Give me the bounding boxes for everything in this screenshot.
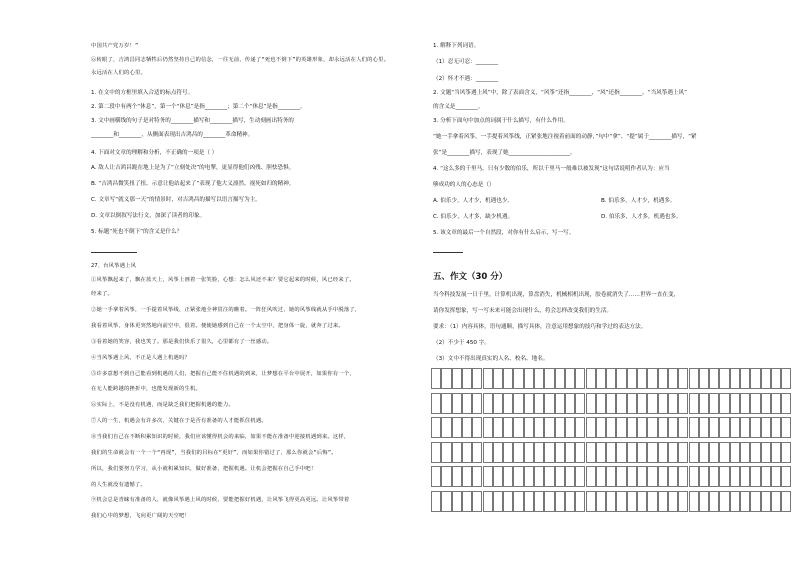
left-line: 3. 文中画横线的句子是对特务的________描写和________描写，生动刻画出特务的: [91, 118, 294, 124]
grid-cell[interactable]: [503, 368, 513, 389]
grid-cell[interactable]: [441, 491, 451, 512]
grid-cell[interactable]: [781, 417, 791, 438]
grid-cell[interactable]: [627, 466, 637, 487]
grid-cell[interactable]: [534, 393, 544, 414]
grid-cell[interactable]: [709, 442, 719, 463]
grid-cell[interactable]: [544, 417, 554, 438]
left-line: ③看着她的笑容，我也笑了。那是我们快乐了很久，心里都有了一丝感动。: [91, 339, 273, 345]
grid-cell[interactable]: [565, 368, 575, 389]
grid-row: [431, 393, 792, 414]
grid-cell[interactable]: [781, 368, 791, 389]
grid-cell[interactable]: [719, 417, 729, 438]
grid-cell[interactable]: [565, 466, 575, 487]
grid-cell[interactable]: [452, 442, 462, 463]
grid-cell[interactable]: [730, 466, 740, 487]
grid-cell[interactable]: [699, 442, 709, 463]
right-line: 的含义是________。: [433, 104, 484, 110]
grid-cell[interactable]: [719, 393, 729, 414]
grid-cell[interactable]: [503, 466, 513, 487]
grid-cell[interactable]: [524, 491, 534, 512]
grid-cell[interactable]: [668, 393, 678, 414]
grid-cell[interactable]: [781, 491, 791, 512]
left-line: 中国共产党万岁！”: [91, 43, 139, 49]
grid-cell[interactable]: [689, 393, 699, 414]
grid-cell[interactable]: [596, 491, 606, 512]
grid-cell[interactable]: [616, 491, 626, 512]
grid-cell[interactable]: [431, 491, 441, 512]
grid-cell[interactable]: [647, 466, 657, 487]
grid-cell[interactable]: [750, 491, 760, 512]
grid-cell[interactable]: [699, 393, 709, 414]
grid-cell[interactable]: [452, 368, 462, 389]
grid-cell[interactable]: [503, 417, 513, 438]
grid-cell[interactable]: [709, 368, 719, 389]
grid-cell[interactable]: [452, 417, 462, 438]
left-line: 27、台风筝遇上风: [91, 263, 137, 269]
grid-cell[interactable]: [606, 466, 616, 487]
grid-cell[interactable]: [493, 466, 503, 487]
grid-cell[interactable]: [616, 442, 626, 463]
left-line: 经来了。: [91, 291, 113, 297]
right-line: A. 伯乐少，人才少，机遇也少。: [433, 198, 514, 204]
grid-cell[interactable]: [565, 491, 575, 512]
grid-cell[interactable]: [637, 417, 647, 438]
grid-cell[interactable]: [627, 491, 637, 512]
left-line: ①风筝飘起来了，飘在蓝天上，风筝上画着一张笑脸，心想：怎么风还不来？要它起来的时候，风已经来了。: [91, 277, 355, 283]
grid-cell[interactable]: [678, 417, 688, 438]
grid-cell[interactable]: [647, 417, 657, 438]
grid-cell[interactable]: [606, 417, 616, 438]
grid-cell[interactable]: [441, 393, 451, 414]
grid-cell[interactable]: [647, 368, 657, 389]
right-line: C. 伯乐少，人才多，缺少机遇。: [433, 214, 514, 220]
grid-cell[interactable]: [689, 442, 699, 463]
right-line: 3. 分析下面句中加点的词属于什么描写，有什么作用。: [433, 118, 569, 124]
grid-cell[interactable]: [740, 417, 750, 438]
grid-cell[interactable]: [524, 368, 534, 389]
grid-cell[interactable]: [781, 393, 791, 414]
grid-cell[interactable]: [689, 368, 699, 389]
grid-cell[interactable]: [668, 442, 678, 463]
grid-cell[interactable]: [493, 393, 503, 414]
grid-cell[interactable]: [544, 368, 554, 389]
grid-cell[interactable]: [740, 466, 750, 487]
grid-cell[interactable]: [750, 417, 760, 438]
grid-cell[interactable]: [709, 393, 719, 414]
right-line: D. 伯乐多，人才多，机遇也多。: [601, 214, 682, 220]
grid-cell[interactable]: [699, 491, 709, 512]
grid-cell[interactable]: [555, 368, 565, 389]
grid-cell[interactable]: [431, 417, 441, 438]
grid-cell[interactable]: [441, 417, 451, 438]
grid-cell[interactable]: [678, 466, 688, 487]
section-title: 五、作文（30 分）: [433, 272, 508, 282]
essay-instruction: （2）不少于 450 字。: [433, 340, 490, 346]
grid-cell[interactable]: [483, 491, 493, 512]
left-line: 4. 下面对文章的理解和分析，不正确的一项是（ ）: [91, 150, 218, 156]
left-line: 永远活在人们的心里。: [91, 70, 146, 76]
grid-cell[interactable]: [513, 368, 523, 389]
grid-cell[interactable]: [596, 393, 606, 414]
grid-cell[interactable]: [689, 417, 699, 438]
grid-cell[interactable]: [555, 417, 565, 438]
essay-instruction: 当今科技发展一日千里，计算机出现，算盘消失，机械相机出现，胶卷就消失了……世界一直在变，: [433, 292, 680, 298]
left-line: ⑨机会总是青睐有准备的人，就像风筝遇上风的时候，要能把握好机遇，让风筝飞得更高更远。让风筝带着: [91, 497, 350, 503]
grid-cell[interactable]: [565, 417, 575, 438]
grid-cell[interactable]: [699, 417, 709, 438]
grid-cell[interactable]: [637, 491, 647, 512]
grid-cell[interactable]: [719, 368, 729, 389]
right-line: “她一手拿着风筝，一手提着风筝线，正紧张地注视着前面的动静，”句中“拿”、“提”属于________描写，“紧: [433, 134, 697, 140]
grid-cell[interactable]: [637, 368, 647, 389]
grid-cell[interactable]: [483, 417, 493, 438]
grid-cell[interactable]: [534, 417, 544, 438]
grid-cell[interactable]: [472, 368, 482, 389]
grid-cell[interactable]: [472, 466, 482, 487]
grid-cell[interactable]: [616, 393, 626, 414]
grid-cell[interactable]: [771, 442, 781, 463]
grid-cell[interactable]: [555, 393, 565, 414]
grid-cell[interactable]: [719, 442, 729, 463]
grid-cell[interactable]: [534, 442, 544, 463]
grid-cell[interactable]: [513, 466, 523, 487]
grid-cell[interactable]: [493, 368, 503, 389]
grid-cell[interactable]: [730, 393, 740, 414]
grid-cell[interactable]: [761, 393, 771, 414]
left-line: ⑤许多意想不到自己能看到机遇的人们，把握自己能不住机遇的到来，让梦想在平台中展开，如果你有一个，: [91, 371, 355, 377]
grid-cell[interactable]: [452, 491, 462, 512]
answer-line: [433, 252, 463, 253]
grid-cell[interactable]: [719, 466, 729, 487]
grid-cell[interactable]: [586, 491, 596, 512]
right-line: 4. “这么多的千里马，只有少数的伯乐，所以千里马一般难以被发现”这句话说明作者认为：应当: [433, 166, 670, 172]
grid-cell[interactable]: [586, 417, 596, 438]
right-line: 2. 文题“当风筝遇上风”中，除了表面含义，“风筝”还指________，“风”还指________，“当风筝遇上风”: [433, 90, 688, 96]
grid-cell[interactable]: [647, 491, 657, 512]
grid-cell[interactable]: [462, 393, 472, 414]
grid-cell[interactable]: [658, 417, 668, 438]
grid-cell[interactable]: [555, 466, 565, 487]
grid-cell[interactable]: [503, 491, 513, 512]
grid-cell[interactable]: [740, 393, 750, 414]
grid-cell[interactable]: [781, 466, 791, 487]
grid-cell[interactable]: [472, 442, 482, 463]
grid-cell[interactable]: [647, 393, 657, 414]
grid-cell[interactable]: [606, 491, 616, 512]
grid-cell[interactable]: [534, 368, 544, 389]
grid-cell[interactable]: [658, 368, 668, 389]
left-line: B. “吉鸿昌微笑扭了扭、示意让他站起来了”表现了他大义凛然、视死如归的精神。: [91, 181, 295, 187]
grid-cell[interactable]: [606, 393, 616, 414]
left-line: 所以，我们要努力学习，从小就积累知识，做好准备，把握机遇。让机会把握在自己手中吧！: [91, 466, 317, 472]
grid-cell[interactable]: [709, 466, 719, 487]
grid-cell[interactable]: [668, 368, 678, 389]
grid-cell[interactable]: [627, 417, 637, 438]
left-line: ⑦人的一生，机遇会有许多次，关键在于是否有准备的人才能抓住机遇。: [91, 418, 267, 424]
grid-cell[interactable]: [462, 466, 472, 487]
grid-cell[interactable]: [596, 368, 606, 389]
grid-cell[interactable]: [503, 442, 513, 463]
grid-cell[interactable]: [719, 491, 729, 512]
left-line: ________和________，从侧面表现出吉鸿昌的________革命精神。: [91, 132, 254, 138]
grid-cell[interactable]: [709, 491, 719, 512]
grid-row: [431, 442, 792, 463]
grid-cell[interactable]: [431, 466, 441, 487]
grid-cell[interactable]: [586, 466, 596, 487]
left-line: 我们的生命就会有一个一个“再现”，当我们的目标在“更好”，而如果你错过了，那么你就会“后悔”。: [91, 450, 337, 456]
grid-cell[interactable]: [513, 417, 523, 438]
grid-cell[interactable]: [761, 491, 771, 512]
right-line: 张”是________描写，表现了她______________________。: [433, 150, 576, 156]
grid-cell[interactable]: [616, 368, 626, 389]
left-line: 的人生就没有遗憾了。: [91, 482, 146, 488]
grid-cell[interactable]: [699, 368, 709, 389]
grid-cell[interactable]: [678, 393, 688, 414]
grid-cell[interactable]: [730, 442, 740, 463]
grid-cell[interactable]: [555, 442, 565, 463]
answer-line: [91, 252, 137, 253]
left-line: 在无人能跨越的挫折中，也能发现新的生机。: [91, 386, 201, 392]
grid-cell[interactable]: [647, 442, 657, 463]
grid-cell[interactable]: [781, 442, 791, 463]
grid-cell[interactable]: [596, 466, 606, 487]
grid-cell[interactable]: [472, 491, 482, 512]
left-line: 我们心中的梦想，飞向更广阔的天空吧！: [91, 513, 190, 519]
grid-cell[interactable]: [431, 393, 441, 414]
grid-cell[interactable]: [565, 442, 575, 463]
essay-instruction: （3）文中不得出现真实的人名、校名、地名。: [433, 356, 549, 362]
left-line: ④当风筝遇上风，不正是人遇上机遇吗？: [91, 355, 190, 361]
grid-cell[interactable]: [658, 393, 668, 414]
left-line: 2. 第二段中有两个“休息”，第一个“休息”是指________；第二个“休息”是指________。: [91, 104, 306, 110]
grid-cell[interactable]: [668, 417, 678, 438]
grid-cell[interactable]: [761, 417, 771, 438]
grid-cell[interactable]: [534, 491, 544, 512]
grid-cell[interactable]: [668, 491, 678, 512]
left-line: D. 文章以倒叙写法行文，加深了读者的印象。: [91, 213, 206, 219]
grid-cell[interactable]: [575, 466, 585, 487]
grid-cell[interactable]: [544, 466, 554, 487]
grid-cell[interactable]: [524, 417, 534, 438]
grid-cell[interactable]: [771, 368, 781, 389]
grid-cell[interactable]: [575, 442, 585, 463]
grid-cell[interactable]: [472, 417, 482, 438]
grid-cell[interactable]: [658, 491, 668, 512]
grid-cell[interactable]: [483, 442, 493, 463]
right-line: 5. 该文章的最后一个自然段，对你有什么启示，写一写。: [433, 230, 575, 236]
grid-cell[interactable]: [462, 368, 472, 389]
left-line: ②她一手拿着风筝，一手提着风筝线，正紧张地全神贯注的瞧着。一阵狂风吹过，她的风筝线就从手中脱落了，: [91, 307, 361, 313]
grid-cell[interactable]: [483, 393, 493, 414]
grid-cell[interactable]: [544, 393, 554, 414]
grid-cell[interactable]: [483, 368, 493, 389]
grid-cell[interactable]: [575, 393, 585, 414]
grid-cell[interactable]: [586, 393, 596, 414]
right-line: 够成功的人的心态是（）: [433, 182, 495, 188]
grid-cell[interactable]: [596, 417, 606, 438]
grid-cell[interactable]: [771, 393, 781, 414]
left-line: 1. 在文中的方框里填入合适的标点符号。: [91, 90, 194, 96]
grid-cell[interactable]: [575, 368, 585, 389]
grid-cell[interactable]: [452, 393, 462, 414]
grid-cell[interactable]: [771, 417, 781, 438]
grid-cell[interactable]: [575, 417, 585, 438]
grid-cell[interactable]: [750, 442, 760, 463]
left-line: ⑥转眼了，吉鸿昌同志牺牲后仍然坚持自己的信念，一往无前，传递了“死也不倒下”的英雄形象，却永远活在人们的心里。: [91, 57, 390, 63]
grid-cell[interactable]: [678, 491, 688, 512]
grid-cell[interactable]: [462, 491, 472, 512]
grid-cell[interactable]: [462, 442, 472, 463]
grid-cell[interactable]: [493, 491, 503, 512]
grid-cell[interactable]: [513, 491, 523, 512]
grid-cell[interactable]: [740, 491, 750, 512]
grid-cell[interactable]: [493, 417, 503, 438]
grid-cell[interactable]: [750, 393, 760, 414]
grid-cell[interactable]: [627, 442, 637, 463]
right-line: （2）怀才不遇：________: [433, 76, 499, 82]
grid-cell[interactable]: [761, 466, 771, 487]
grid-cell[interactable]: [627, 393, 637, 414]
grid-cell[interactable]: [431, 442, 441, 463]
grid-cell[interactable]: [616, 417, 626, 438]
grid-row: [431, 491, 792, 512]
grid-cell[interactable]: [441, 368, 451, 389]
right-line: B. 伯乐多，人才少，机遇多。: [601, 198, 676, 204]
grid-cell[interactable]: [750, 466, 760, 487]
grid-cell[interactable]: [513, 442, 523, 463]
grid-cell[interactable]: [596, 442, 606, 463]
grid-cell[interactable]: [658, 442, 668, 463]
left-line: ⑥实际上，不是没有机遇，而是缺乏我们把握机遇的能力。: [91, 402, 234, 408]
grid-cell[interactable]: [431, 368, 441, 389]
grid-cell[interactable]: [761, 368, 771, 389]
composition-grid[interactable]: [431, 368, 792, 512]
grid-cell[interactable]: [616, 466, 626, 487]
grid-cell[interactable]: [606, 442, 616, 463]
grid-cell[interactable]: [555, 491, 565, 512]
grid-cell[interactable]: [740, 442, 750, 463]
grid-cell[interactable]: [637, 393, 647, 414]
grid-cell[interactable]: [452, 466, 462, 487]
essay-instruction: 要求：（1）内容具体，语句通顺，描写具体，注意运用想象的技巧和学过的表达方法。: [433, 324, 647, 330]
grid-cell[interactable]: [709, 417, 719, 438]
grid-cell[interactable]: [750, 368, 760, 389]
left-line: ⑧当我们自己在不断积累知识的时候，我们应该懂得机会的来临，如果不能在准备中迎接机遇到来。这样，: [91, 434, 350, 440]
grid-cell[interactable]: [544, 491, 554, 512]
grid-row: [431, 417, 792, 438]
grid-cell[interactable]: [534, 466, 544, 487]
grid-cell[interactable]: [637, 466, 647, 487]
grid-cell[interactable]: [668, 466, 678, 487]
grid-cell[interactable]: [689, 466, 699, 487]
left-line: C. 文章写“就义那一天”的情景时，对吉鸿昌的描写以语言描写为主。: [91, 197, 261, 203]
grid-cell[interactable]: [689, 491, 699, 512]
grid-cell[interactable]: [513, 393, 523, 414]
grid-cell[interactable]: [771, 491, 781, 512]
grid-row: [431, 466, 792, 487]
left-line: 我看着风筝，身体更突然地向前空中，很着。便使她感到自己在一个太空中，把身体一旋，就奔了过来。: [91, 323, 344, 329]
grid-cell[interactable]: [575, 491, 585, 512]
right-line: （1）忍无可忍：________: [433, 59, 499, 65]
grid-cell[interactable]: [462, 417, 472, 438]
grid-cell[interactable]: [544, 442, 554, 463]
grid-cell[interactable]: [678, 442, 688, 463]
grid-cell[interactable]: [586, 368, 596, 389]
grid-cell[interactable]: [483, 466, 493, 487]
grid-cell[interactable]: [524, 393, 534, 414]
essay-instruction: 请你发挥想象，写一写未来可能会出现什么，将会怎样改变我们的生活。: [433, 308, 613, 314]
grid-cell[interactable]: [493, 442, 503, 463]
left-line: 5. 标题“死也不倒下”的含义是什么？: [91, 229, 183, 235]
grid-cell[interactable]: [524, 442, 534, 463]
grid-cell[interactable]: [699, 466, 709, 487]
grid-cell[interactable]: [565, 393, 575, 414]
grid-cell[interactable]: [606, 368, 616, 389]
grid-cell[interactable]: [771, 466, 781, 487]
grid-cell[interactable]: [637, 442, 647, 463]
grid-cell[interactable]: [730, 491, 740, 512]
grid-cell[interactable]: [730, 368, 740, 389]
grid-cell[interactable]: [503, 393, 513, 414]
grid-cell[interactable]: [678, 368, 688, 389]
grid-cell[interactable]: [441, 466, 451, 487]
right-line: 1. 解释下列词语。: [433, 43, 480, 49]
grid-cell[interactable]: [586, 442, 596, 463]
grid-cell[interactable]: [658, 466, 668, 487]
grid-cell[interactable]: [472, 393, 482, 414]
grid-cell[interactable]: [761, 442, 771, 463]
grid-cell[interactable]: [740, 368, 750, 389]
grid-row: [431, 368, 792, 389]
grid-cell[interactable]: [524, 466, 534, 487]
grid-cell[interactable]: [627, 368, 637, 389]
grid-cell[interactable]: [441, 442, 451, 463]
left-line: A. 敌人让吉鸿昌跪在地上是为了“立刻处决”的电掣，更显得他们凶残、胆怯恐惧。: [91, 165, 295, 171]
grid-cell[interactable]: [730, 417, 740, 438]
